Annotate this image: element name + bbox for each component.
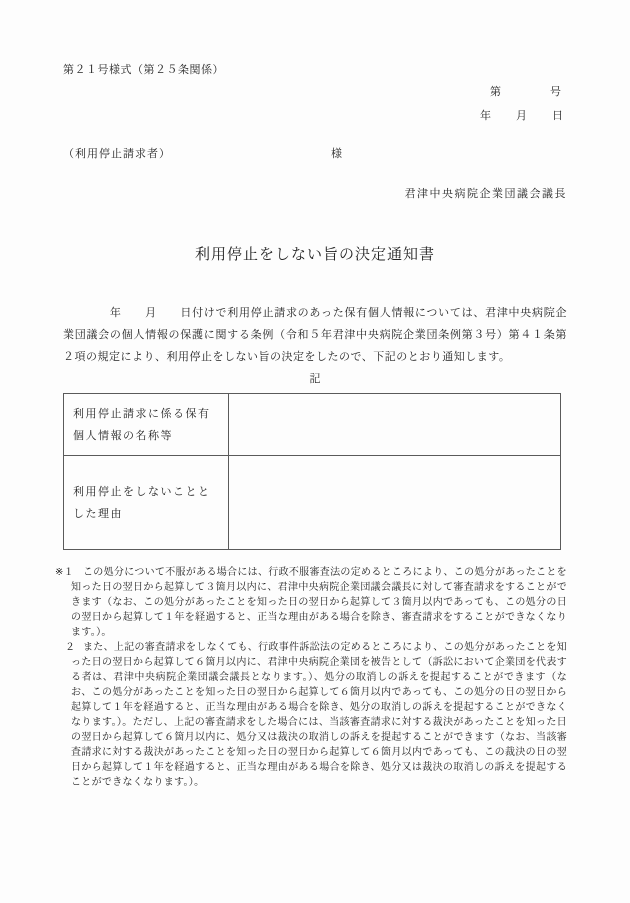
note-item-lawsuit: [55, 640, 567, 790]
record-separator-label: 記: [309, 373, 321, 385]
row-value-reason: [229, 456, 561, 550]
row-value-held-info-name: [229, 394, 561, 456]
table-row-reason: [64, 456, 561, 550]
note-text: また、上記の審査請求をしなくても、行政事件訴訟法の定めるところにより、この処分があったことを知った日の翌日から起算して６箇月以内に、君津中央病院企業団を被告として（訴訟において企業団を代表する者は、君津中央病院企業団議会議長となります。）、処分の取消しの訴えを提起することができます（なお、この処分があったことを知った日の翌日から起算して６箇月以内であっても、この処分の日の翌日から起算して１年を経過すると、正当な理由がある場合を除き、処分の取消しの訴えを提起することができなくなります。）。ただし、上記の審査請求をした場合には、当該審査請求に対する裁決があったことを知った日の翌日から起算して６箇月以内に、処分又は裁決の取消しの訴えを提起することができます（なお、当該審査請求に対する裁決があったことを知った日の翌日から起算して６箇月以内であっても、この裁決の日の翌日から起算して１年を経過すると、正当な理由がある場合を除き、処分又は裁決の取消しの訴えを提起することができなくなります。）。: [71, 642, 567, 788]
info-table: [63, 393, 561, 550]
note-item-appeal: [55, 565, 567, 640]
table-row-held-info-name: [64, 394, 561, 456]
note-marker: ２: [65, 642, 76, 653]
row-label-reason: 利用停止をしないこととした理由: [64, 456, 229, 550]
addressee-line: [63, 146, 567, 162]
addressee-label: （利用停止請求者）: [63, 148, 171, 160]
body-paragraph: 年 月 日付けで利用停止請求のあった保有個人情報については、君津中央病院企業団議会の個人情報の保護に関する条例（令和５年君津中央病院企業団条例第３号）第４１条第２項の規定により、利用停止をしない旨の決定をしたので、下記のとおり通知します。: [63, 307, 567, 363]
note-marker: ※１: [55, 567, 74, 578]
issue-date-label: 年 月 日: [480, 110, 564, 122]
document-title: 利用停止をしない旨の決定通知書: [194, 247, 435, 263]
issuer-label: 君津中央病院企業団議会議長: [404, 188, 567, 200]
honorific-label: 様: [331, 148, 343, 160]
row-label-held-info-name: 利用停止請求に係る保有個人情報の名称等: [64, 394, 229, 456]
notes-section: [55, 565, 567, 790]
note-text: この処分について不服がある場合には、行政不服審査法の定めるところにより、この処分があったことを知った日の翌日から起算して３箇月以内に、君津中央病院企業団議会議長に対して審査請求をすることができます（なお、この処分があったことを知った日の翌日から起算して３箇月以内であっても、この処分の日の翌日から起算して１年を経過すると、正当な理由がある場合を除き、審査請求をすることができなくなります。）。: [71, 567, 567, 638]
issue-number-label: 第 号: [490, 86, 562, 98]
form-number-label: 第２１号様式（第２５条関係）: [63, 64, 224, 76]
